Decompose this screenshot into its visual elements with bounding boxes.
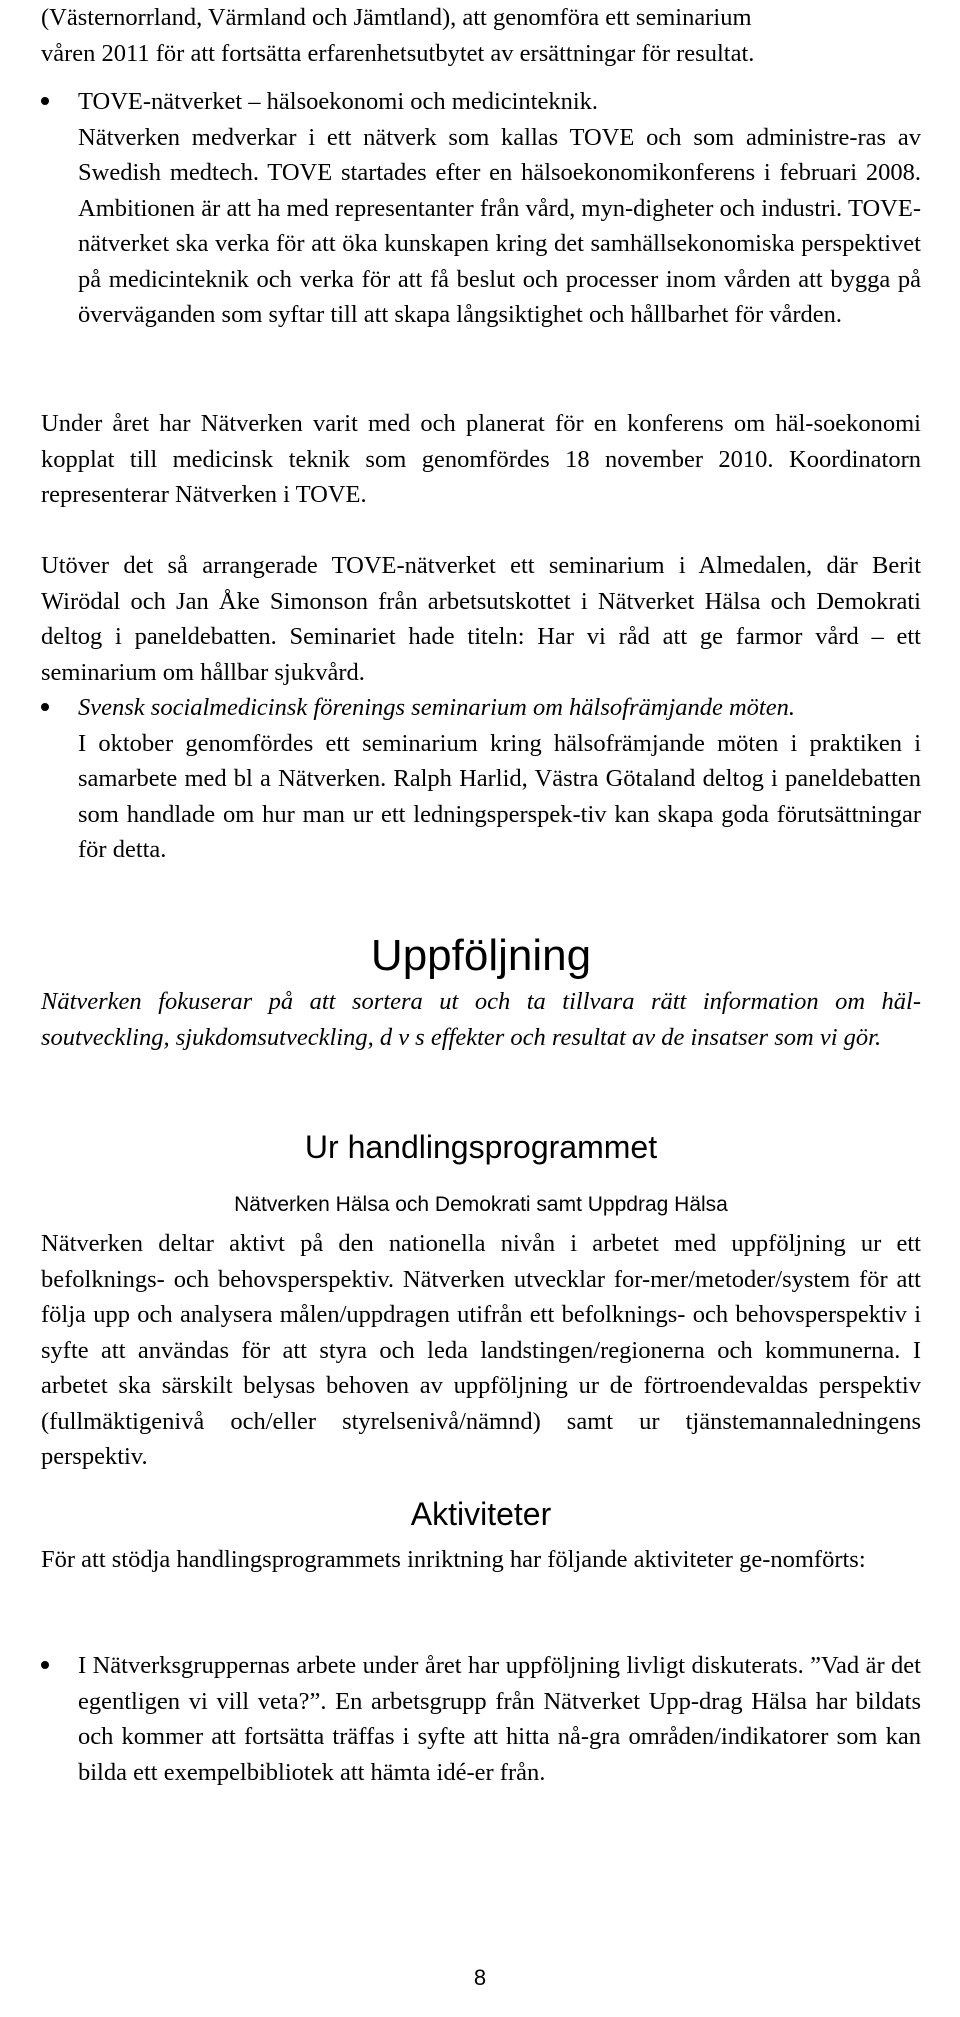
aktiviteter-paragraph-block xyxy=(41,1542,921,1578)
aktiviteter-bullet xyxy=(41,1648,921,1790)
handlingsprogram-paragraph: Nätverken deltar aktivt på den nationella nivån i arbetet med uppföljning ur ett befolknings- och behovsperspektiv. Nätverken utvecklar for-mer/metoder/system för att följa upp och analysera målen/uppdragen utifrån ett befolknings- och behovsperspektiv i syfte att användas för att styra och leda landstingen/regionerna och kommunerna. I arbetet ska särskilt belysas behoven av uppföljning ur de förtroendevaldas perspektiv (fullmäktigenivå och/eller styrelsenivå/nämnd) samt ur tjänstemannaledningens perspektiv. xyxy=(41,1230,921,1470)
bullet-dot xyxy=(41,703,49,711)
aktiviteter-heading-block xyxy=(41,1494,921,1534)
uppfoljning-intro: Nätverken fokuserar på att sortera ut och ta tillvara rätt information om häl-soutveckling, sjukdomsutveckling, d v s effekter och resultat av de insatser som vi gör. xyxy=(41,988,921,1051)
intro-line-1: (Västernorrland, Värmland och Jämtland), att genomföra ett seminarium xyxy=(41,4,752,31)
aktiviteter-paragraph: För att stödja handlingsprogrammets inriktning har följande aktiviteter ge-nomförts: xyxy=(41,1546,866,1573)
intro-line-2: våren 2011 för att fortsätta erfarenhetsutbytet av ersättningar för resultat. xyxy=(41,39,755,67)
tove-bullet-title: TOVE-nätverket – hälsoekonomi och medicinteknik. xyxy=(78,88,599,115)
svensk-bullet-text: I oktober genomfördes ett seminarium kring hälsofrämjande möten i praktiken i samarbete med bl a Nätverken. Ralph Harlid, Västra Götaland deltog i paneldebatten som handlade om hur man ur ett ledningsperspek-tiv kan skapa goda förutsättningar för detta. xyxy=(78,729,921,863)
uppfoljning-section xyxy=(41,930,921,982)
almedalen-paragraph-block xyxy=(41,548,921,690)
handlingsprogram-heading-block xyxy=(41,1127,921,1167)
heading-uppfoljning: Uppföljning xyxy=(370,931,592,980)
tove-bullet-text: Nätverken medverkar i ett nätverk som kallas TOVE och som administre-ras av Swedish medtech. TOVE startades efter en hälsoekonomikonferens i februari 2008. Ambitionen är att ha med representanter från vård, myn-digheter och industri. TOVE-nätverket ska verka för att öka kunskapen kring det samhällsekonomiska perspektivet på medicinteknik och verka för att få beslut och processer inom vården att bygga på överväganden som syftar till att skapa långsiktighet och hållbarhet för vården. xyxy=(78,123,921,328)
konferens-paragraph-block xyxy=(41,406,921,513)
almedalen-paragraph: Utöver det så arrangerade TOVE-nätverket ett seminarium i Almedalen, där Berit Wirödal och Jan Åke Simonson från arbetsutskottet i Nätverket Hälsa och Demokrati deltog i paneldebatten. Seminariet hade titeln: Har vi råd att ge farmor vård – ett seminarium om hållbar sjukvård. xyxy=(41,552,921,686)
uppfoljning-intro-block xyxy=(41,984,921,1055)
handlingsprogram-paragraph-block xyxy=(41,1226,921,1475)
page-number: 8 xyxy=(473,1965,487,1990)
konferens-paragraph: Under året har Nätverken varit med och planerat för en konferens om häl-soekonomi kopplat till medicinsk teknik som genomfördes 18 november 2010. Koordinatorn representerar Nätverken i TOVE. xyxy=(41,410,921,508)
natverken-subheading-block xyxy=(41,1190,921,1220)
svensk-bullet xyxy=(41,690,921,868)
heading-aktiviteter: Aktiviteter xyxy=(410,1496,552,1532)
tove-bullet xyxy=(41,84,921,333)
bullet-dot xyxy=(41,1661,49,1669)
aktiviteter-bullet-text: I Nätverksgruppernas arbete under året har uppföljning livligt diskuterats. ”Vad är det egentligen vi vill veta?”. En arbetsgrupp från Nätverket Upp-drag Hälsa har bildats och kommer att fortsätta träffas i syfte att hitta nå-gra områden/indikatorer som kan bilda ett exempelbibliotek att hämta idé-er från. xyxy=(78,1652,921,1786)
heading-handlingsprogram: Ur handlingsprogrammet xyxy=(304,1129,658,1165)
subheading-natverken: Nätverken Hälsa och Demokrati samt Uppdrag Hälsa xyxy=(234,1193,728,1216)
svensk-bullet-title: Svensk socialmedicinsk förenings seminarium om hälsofrämjande möten. xyxy=(78,694,795,721)
intro-block xyxy=(41,0,921,71)
bullet-dot xyxy=(41,97,49,105)
